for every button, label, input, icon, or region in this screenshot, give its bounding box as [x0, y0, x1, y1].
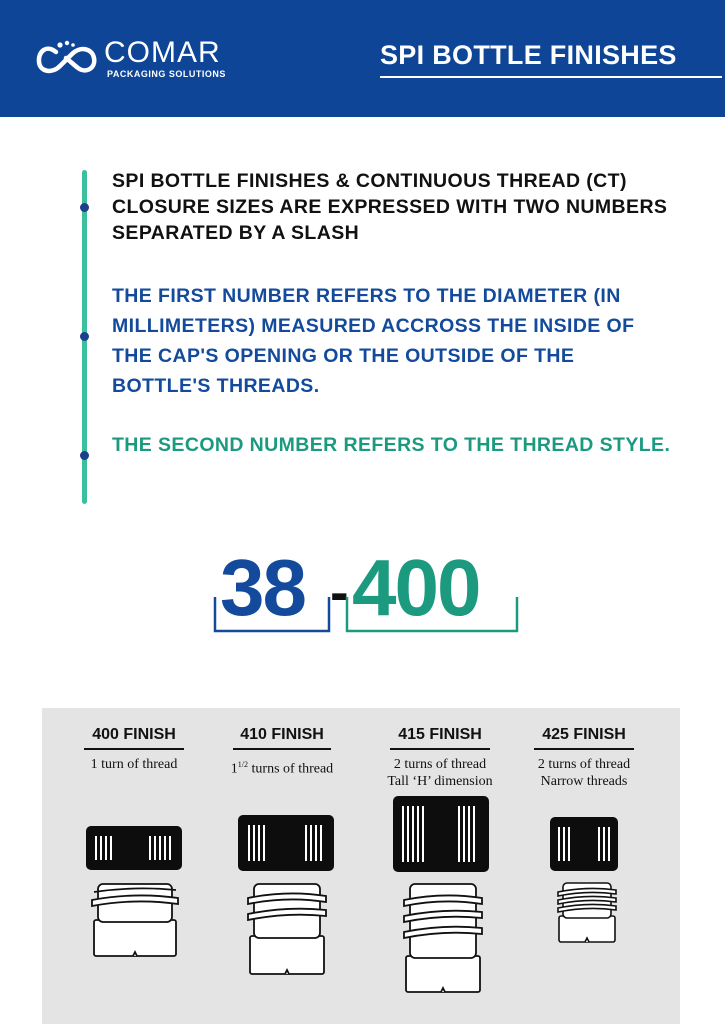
timeline-dot — [80, 203, 89, 212]
page-title: SPI BOTTLE FINISHES — [380, 40, 677, 70]
cap-425-icon — [550, 817, 620, 873]
diameter-bracket — [213, 595, 333, 635]
separator-dash: - — [330, 560, 349, 623]
finish-title: 400 FINISH — [92, 726, 176, 743]
header-bar — [0, 0, 725, 117]
finish-underline — [84, 748, 184, 750]
second-number-explanation: THE SECOND NUMBER REFERS TO THE THREAD STYLE. — [112, 434, 671, 456]
finish-title: 415 FINISH — [398, 726, 482, 743]
intro-statement: SPI BOTTLE FINISHES & CONTINUOUS THREAD (CT) CLOSURE SIZES ARE EXPRESSED WITH TWO NUMBERS SEPARATED BY A SLASH — [112, 170, 668, 244]
cap-410-icon — [238, 815, 334, 873]
finish-description: 2 turns of thread Narrow threads — [537, 756, 631, 789]
title-underline — [380, 76, 722, 78]
bottle-neck-415-icon — [402, 880, 484, 996]
bottle-neck-410-icon — [246, 880, 328, 978]
brand-tagline: PACKAGING SOLUTIONS — [107, 69, 226, 79]
comar-logo[interactable] — [36, 38, 266, 84]
timeline-dot — [80, 332, 89, 341]
infinity-logo-icon — [36, 40, 104, 80]
timeline-dot — [80, 451, 89, 460]
first-number-explanation: THE FIRST NUMBER REFERS TO THE DIAMETER (IN MILLIMETERS) MEASURED ACCROSS THE INSIDE OF THE CAP'S OPENING OR THE OUTSIDE OF THE BOTTLE'S THREADS. — [112, 285, 635, 397]
finish-415 — [372, 726, 508, 790]
bottle-neck-425-icon — [556, 880, 618, 946]
finish-description: 2 turns of thread Tall ‘H’ dimension — [387, 756, 493, 789]
finish-400 — [72, 726, 196, 773]
finish-410 — [212, 726, 352, 777]
finish-underline — [390, 748, 490, 750]
bottle-neck-400-icon — [90, 880, 180, 960]
finish-description: $1^{1/2}$ turns of thread — [230, 759, 334, 777]
cap-400-icon — [86, 826, 182, 872]
finish-425 — [520, 726, 648, 790]
finish-underline — [534, 748, 634, 750]
finish-title: 425 FINISH — [542, 726, 626, 743]
finish-description: 1 turn of thread — [90, 756, 178, 772]
brand-name: COMAR — [104, 36, 221, 69]
cap-415-icon — [393, 796, 489, 874]
thread-style-bracket — [345, 595, 520, 635]
finish-title: 410 FINISH — [240, 726, 324, 743]
thread-style-number: 400 — [352, 543, 480, 632]
finish-underline — [233, 748, 331, 750]
diameter-number: 38 — [220, 543, 305, 632]
